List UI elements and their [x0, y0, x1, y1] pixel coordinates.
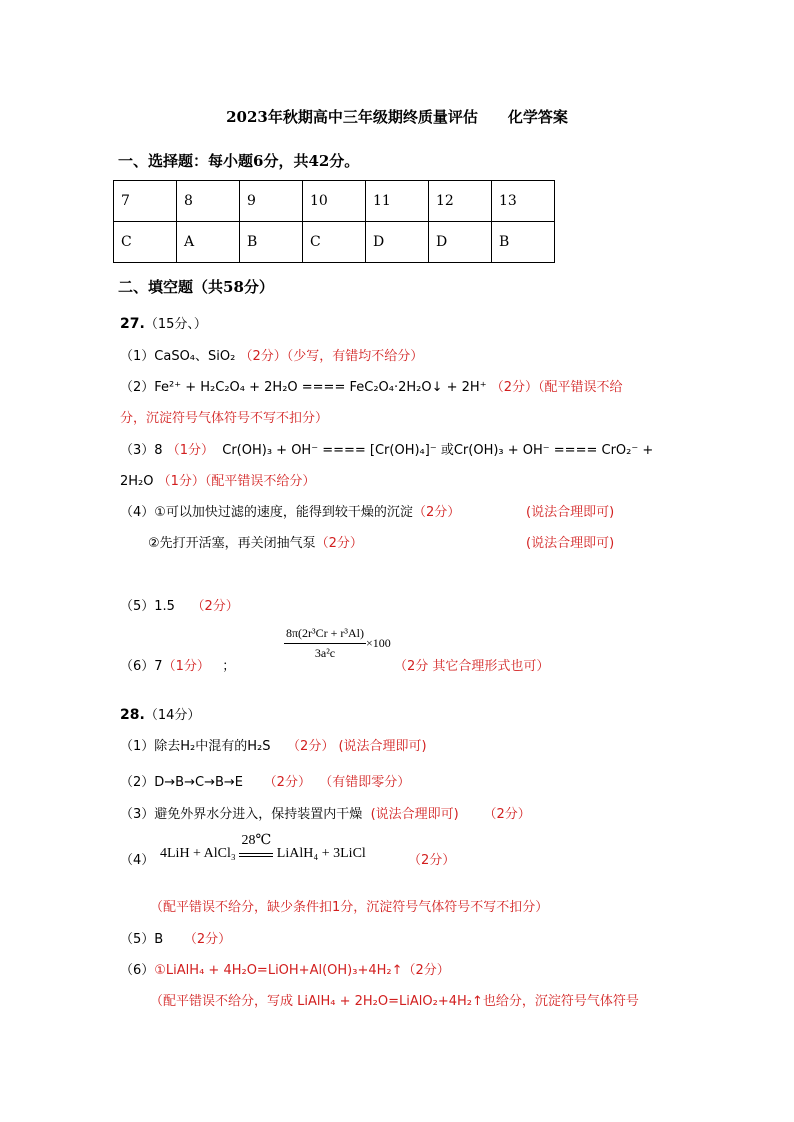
table-cell: 12 — [429, 181, 492, 222]
score-note: （2分）（少写，有错均不给分） — [239, 349, 424, 364]
part-label: （2） — [120, 380, 155, 395]
answer-table-number-row — [114, 181, 555, 222]
table-cell: 11 — [366, 181, 429, 222]
q28-number: 28. — [120, 707, 145, 723]
score-note: （2分） — [191, 599, 239, 614]
answer-text: ②先打开活塞，再关闭抽气泵 — [148, 536, 316, 551]
reaction-condition — [239, 833, 273, 857]
part-label: （6） — [120, 963, 155, 978]
q28-part4-note: （配平错误不给分，缺少条件扣1分，沉淀符号气体符号不写不扣分） — [150, 900, 549, 915]
q27-part6-score: （2分 其它合理形式也可） — [394, 659, 550, 674]
part-label: （3） — [120, 443, 155, 458]
table-cell: 13 — [492, 181, 555, 222]
q27-number: 27. — [120, 316, 145, 332]
equation: Fe²⁺ + H₂C₂O₄ + 2H₂O ==== FeC₂O₄·2H₂O↓ + 2H⁺ — [154, 380, 487, 395]
part-label: （5） — [120, 599, 155, 614]
score-note: （2分） — [263, 775, 311, 790]
score-note: （2分） — [412, 505, 461, 520]
q28-part1 — [120, 735, 427, 754]
condition-text: 28℃ — [241, 833, 272, 848]
score-note: （2分） — [287, 739, 335, 754]
score-note: (说法合理即可) — [370, 807, 459, 822]
equals-bar — [239, 853, 273, 857]
separator-text: ； — [222, 659, 236, 674]
q28-part4-equation — [160, 833, 366, 862]
table-cell: B — [240, 222, 303, 263]
table-cell: D — [366, 222, 429, 263]
table-cell: C — [303, 222, 366, 263]
answer-text: B — [154, 932, 164, 947]
products: LiAlH₄ + 3LiCl — [276, 846, 366, 861]
score-note: （2分）（配平错误不给 — [490, 380, 623, 395]
score-note: （1分）（配平错误不给分） — [157, 474, 316, 489]
table-cell: D — [429, 222, 492, 263]
answer-text: 1.5 — [154, 599, 175, 614]
score-note: （2分） — [315, 536, 363, 551]
q27-part5 — [120, 595, 239, 614]
score-note: （2分） — [483, 807, 531, 822]
q27-part4b-note: (说法合理即可) — [526, 536, 615, 551]
section1-heading: 一、选择题：每小题6分，共42分。 — [118, 152, 360, 170]
equation: Cr(OH)₃ + OH⁻ ==== [Cr(OH)₄]⁻ — [222, 443, 437, 458]
equation: 2H₂O — [120, 474, 154, 489]
q27-part3-cont — [120, 470, 315, 489]
answer-text: CaSO₄、SiO₂ — [154, 349, 236, 364]
equation: Cr(OH)₃ + OH⁻ ==== CrO₂⁻ + — [453, 443, 654, 458]
q28-part6 — [120, 959, 450, 978]
part-label: （3） — [120, 807, 155, 822]
q28-part4-score: （2分） — [408, 853, 456, 868]
answer-text: 8 — [154, 443, 163, 458]
fraction-denominator: 3a²c — [314, 646, 336, 660]
answer-text: D→B→C→B→E — [154, 775, 243, 790]
q27-part4b — [148, 532, 363, 551]
answer-text: 避免外界水分进入，保持装置内干燥 — [154, 807, 363, 822]
q28-part4 — [120, 849, 154, 868]
part-label: （4） — [120, 853, 155, 868]
part-label: （1） — [120, 349, 155, 364]
answer-text: ①可以加快过滤的速度，能得到较干燥的沉淀 — [154, 505, 413, 520]
table-cell: A — [177, 222, 240, 263]
table-cell: 10 — [303, 181, 366, 222]
table-cell: 8 — [177, 181, 240, 222]
answer-text: 除去H₂中混有的H₂S — [154, 739, 271, 754]
part-label: （5） — [120, 932, 155, 947]
score-note: （2分） — [183, 932, 232, 947]
section2-heading: 二、填空题（共58分） — [118, 278, 274, 296]
fraction — [284, 626, 366, 661]
part-label: （6） — [120, 659, 155, 674]
page-title — [0, 106, 794, 127]
q27-part1 — [120, 345, 423, 364]
q27-part2-cont: 分，沉淀符号气体符号不写不扣分） — [120, 411, 329, 426]
q28-part3 — [120, 803, 531, 822]
equation: ①LiAlH₄ + 4H₂O=LiOH+Al(OH)₃+4H₂↑ — [154, 963, 403, 978]
table-cell: B — [492, 222, 555, 263]
q27-part3 — [120, 439, 653, 458]
part-label: （4） — [120, 505, 155, 520]
q27-part2 — [120, 376, 622, 395]
q27-part4a-note: (说法合理即可) — [526, 505, 615, 520]
table-cell: 9 — [240, 181, 303, 222]
table-cell: C — [114, 222, 177, 263]
q28-part2 — [120, 771, 410, 790]
part-label: （1） — [120, 739, 155, 754]
connector-text: 或 — [440, 443, 454, 458]
q27-part4a — [120, 501, 460, 520]
q27-header — [120, 313, 207, 332]
q27-part6-formula — [284, 626, 391, 661]
score-note: (说法合理即可) — [338, 739, 427, 754]
answer-table — [113, 180, 555, 263]
title-subject: 化学答案 — [507, 108, 568, 126]
q28-part5 — [120, 928, 231, 947]
answer-text: 7 — [154, 659, 163, 674]
part-label: （2） — [120, 775, 155, 790]
q28-header — [120, 704, 200, 723]
title-main: 2023年秋期高中三年级期终质量评估 — [226, 108, 478, 126]
score-note: （1分） — [162, 659, 210, 674]
q27-score: （15分、） — [144, 317, 207, 332]
score-note: （1分） — [166, 443, 214, 458]
table-cell: 7 — [114, 181, 177, 222]
q28-score: （14分） — [144, 708, 201, 723]
score-note: （有错即零分） — [319, 775, 411, 790]
multiplier: ×100 — [366, 636, 391, 650]
q28-part6-note: （配平错误不给分，写成 LiAlH₄ + 2H₂O=LiAlO₂+4H₂↑也给分，沉淀符号气体符号 — [150, 994, 639, 1009]
reactants: 4LiH + AlCl₃ — [160, 846, 236, 861]
answer-table-answer-row — [114, 222, 555, 263]
q27-part6 — [120, 655, 235, 674]
score-note: （2分） — [402, 963, 450, 978]
fraction-numerator: 8π(2r³Cr + r³Al) — [284, 626, 366, 644]
